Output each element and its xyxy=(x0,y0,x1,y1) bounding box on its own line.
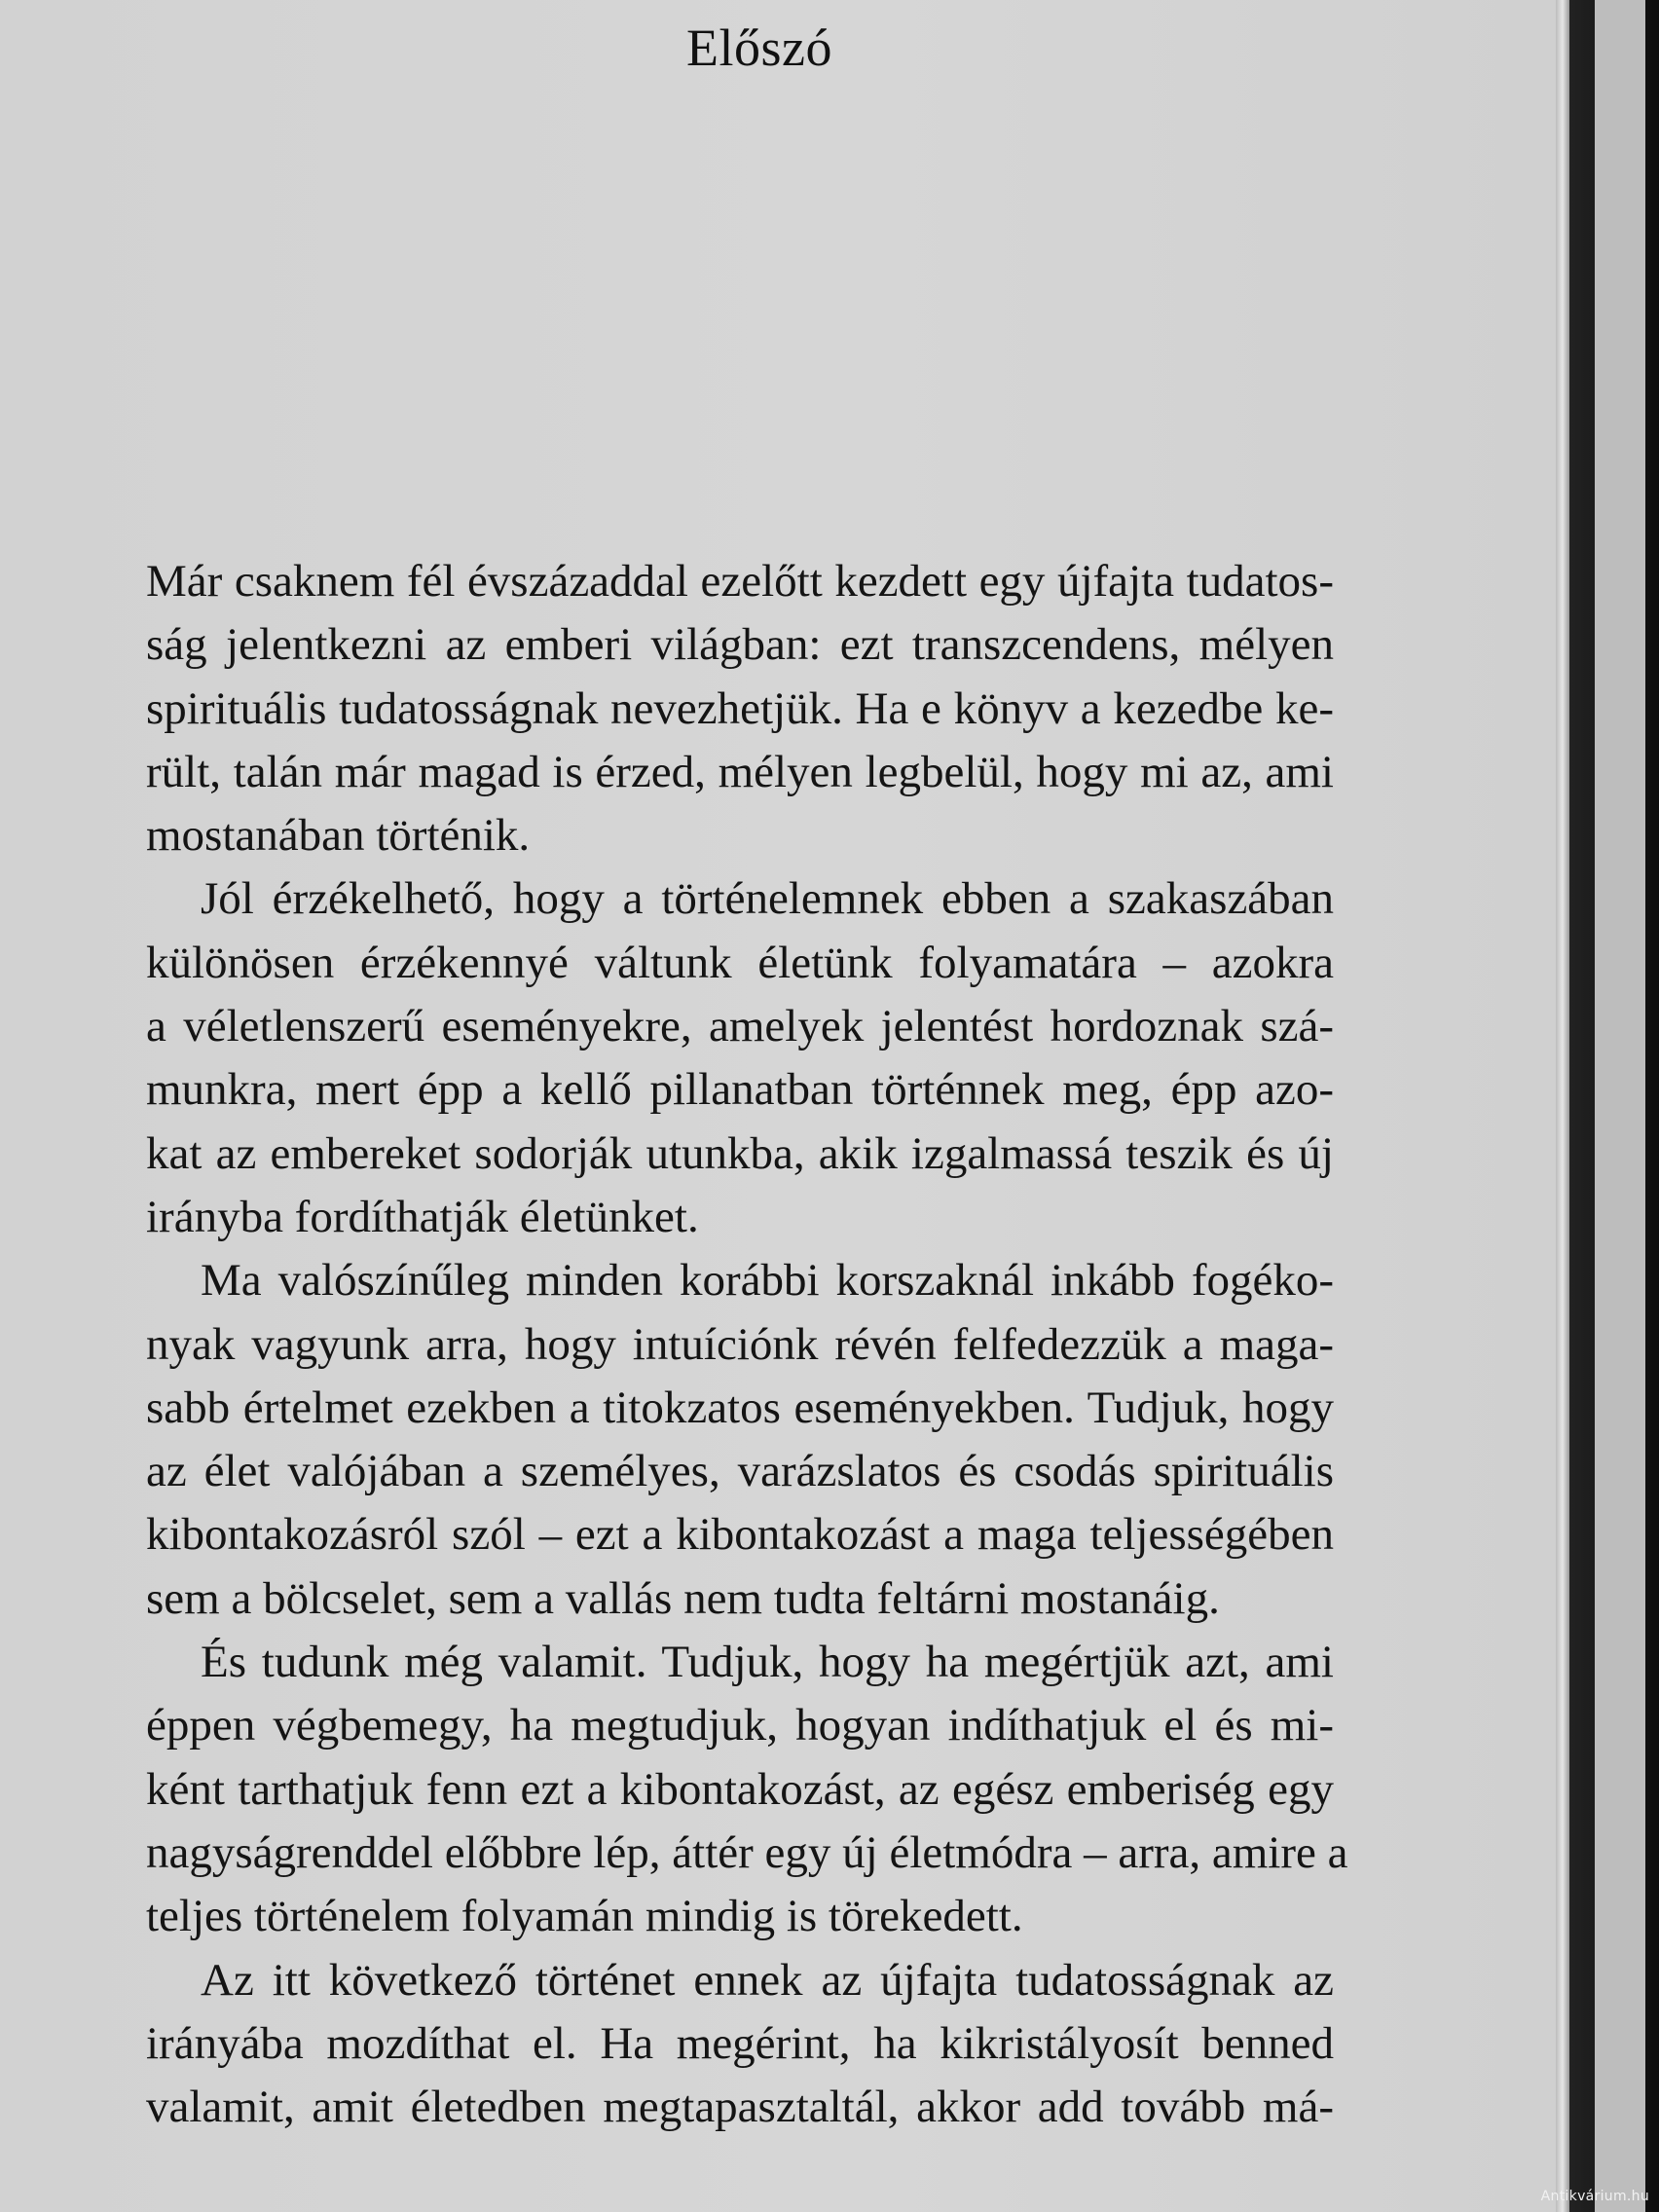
text-line: munkra, mert épp a kellő pillanatban történnek meg, épp azo- xyxy=(146,1064,1334,1116)
text-line: nyak vagyunk arra, hogy intuíciónk révén felfedezzük a maga- xyxy=(146,1318,1334,1370)
text-line: különösen érzékennyé váltunk életünk folyamatára – azokra xyxy=(146,937,1334,988)
text-line: Jól érzékelhető, hogy a történelemnek ebben a szakaszában xyxy=(201,873,1334,925)
text-line: irányába mozdíthat el. Ha megérint, ha kikristályosít benned xyxy=(146,2017,1334,2069)
book-cover-inner xyxy=(1595,0,1645,2212)
body-text xyxy=(146,550,1348,2139)
text-line: az élet valójában a személyes, varázslatos és csodás spirituális xyxy=(146,1446,1334,1497)
text-line: nagyságrenddel előbbre lép, áttér egy új életmódra – arra, amire a xyxy=(146,1826,1348,1878)
text-line: Már csaknem fél évszázaddal ezelőtt kezdett egy újfajta tudatos- xyxy=(146,556,1334,607)
watermark-text: Antikvárium.hu xyxy=(1540,2189,1649,2204)
text-line: kibontakozásról szól – ezt a kibontakozást a maga teljességében xyxy=(146,1509,1334,1561)
text-line: éppen végbemegy, ha megtudjuk, hogyan indíthatjuk el és mi- xyxy=(146,1700,1334,1751)
text-line: irányba fordíthatják életünket. xyxy=(146,1191,699,1242)
text-line: mostanában történik. xyxy=(146,810,531,862)
text-line: sabb értelmet ezekben a titokzatos eseményekben. Tudjuk, hogy xyxy=(146,1382,1334,1433)
text-line: Ma valószínűleg minden korábbi korszaknál inkább fogéko- xyxy=(201,1255,1334,1307)
text-line: ság jelentkezni az emberi világban: ezt transzcendens, mélyen xyxy=(146,619,1334,671)
page-edge xyxy=(1556,0,1569,2212)
text-line: kat az embereket sodorják utunkba, akik izgalmassá teszik és új xyxy=(146,1127,1334,1179)
text-line: És tudunk még valamit. Tudjuk, hogy ha megértjük azt, ami xyxy=(201,1637,1334,1688)
text-line: sem a bölcselet, sem a vallás nem tudta feltárni mostanáig. xyxy=(146,1572,1220,1624)
text-line: Az itt következő történet ennek az újfajta tudatosságnak az xyxy=(201,1954,1334,2006)
text-line: spirituális tudatosságnak nevezhetjük. Ha e könyv a kezedbe ke- xyxy=(146,682,1334,734)
text-line: ként tarthatjuk fenn ezt a kibontakozást, az egész emberiség egy xyxy=(146,1763,1334,1815)
text-line: rült, talán már magad is érzed, mélyen legbelül, hogy mi az, ami xyxy=(146,746,1334,797)
text-line: a véletlenszerű eseményekre, amelyek jelentést hordoznak szá- xyxy=(146,1001,1334,1052)
text-line: valamit, amit életedben megtapasztaltál, akkor add tovább má- xyxy=(146,2082,1334,2133)
text-line: teljes történelem folyamán mindig is törekedett. xyxy=(146,1891,1023,1942)
page-title: Előszó xyxy=(686,18,832,77)
